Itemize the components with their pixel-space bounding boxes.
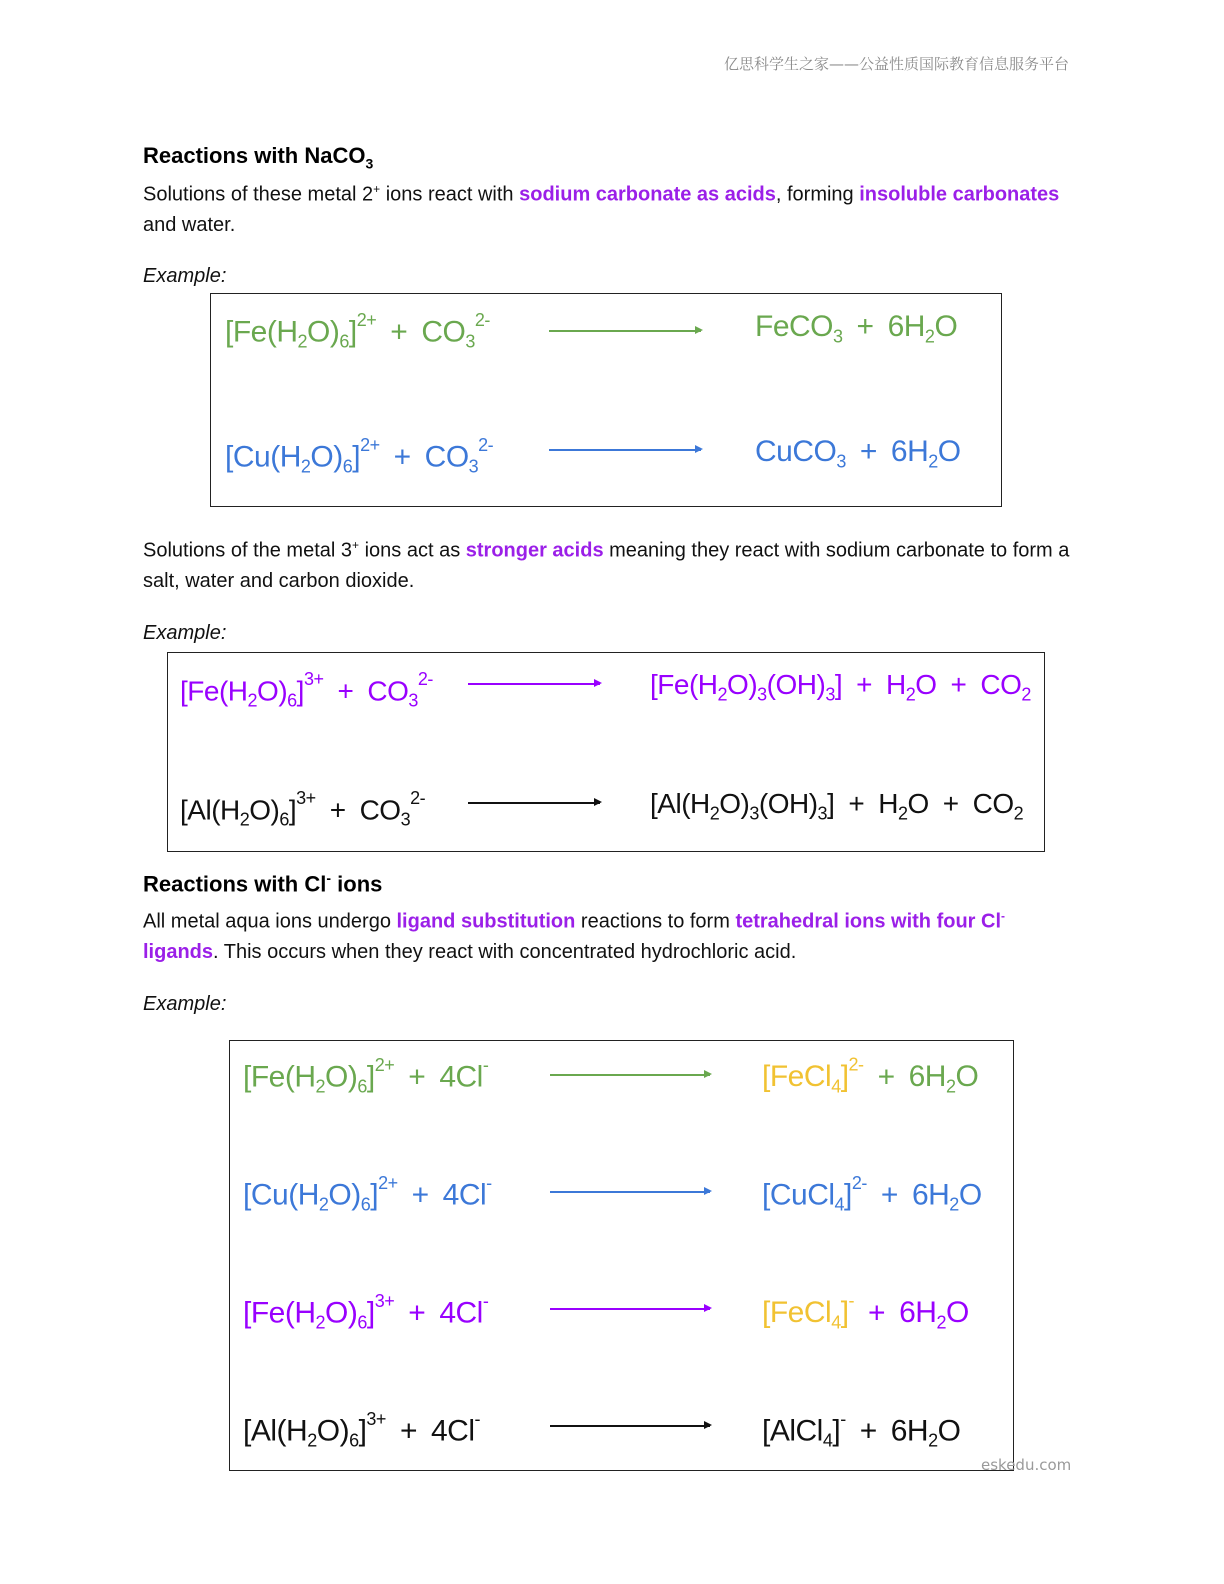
paren: ) xyxy=(351,1178,361,1212)
para-sup: + xyxy=(352,538,360,552)
para-text: All metal aqua ions undergo xyxy=(143,910,397,933)
element: O xyxy=(310,440,334,474)
highlight-text: stronger acids xyxy=(465,539,604,562)
plus-sign: + xyxy=(880,1178,898,1212)
title-subscript: 3 xyxy=(365,155,374,172)
bracket: ] xyxy=(296,675,304,707)
para-text: ions react with xyxy=(380,183,520,206)
subscript: 2 xyxy=(936,1312,946,1333)
highlight-text: tetrahedral ions with four Cl xyxy=(735,910,1002,933)
bracket: [ xyxy=(650,669,658,700)
plus-sign: + xyxy=(848,788,865,819)
subscript: 2 xyxy=(318,1194,329,1215)
plus-sign: + xyxy=(868,1296,886,1330)
element: O xyxy=(249,794,271,826)
subscript: 2 xyxy=(315,1312,326,1333)
paren: ( xyxy=(284,1060,295,1094)
compound: 6H xyxy=(908,1060,946,1094)
subscript: 2 xyxy=(717,684,728,705)
para-text: and water. xyxy=(143,213,236,236)
highlight-text: sodium carbonate as acids xyxy=(519,183,776,206)
equation-reactants xyxy=(243,1291,488,1334)
bracket: [ xyxy=(225,440,233,474)
bracket: ] xyxy=(366,1296,375,1330)
plus-sign: + xyxy=(337,675,354,707)
charge: - xyxy=(482,1291,489,1311)
paren: ( xyxy=(681,788,691,819)
product-water xyxy=(908,1060,979,1097)
element: H xyxy=(279,440,301,474)
equation-products xyxy=(762,1409,960,1452)
bracket: [ xyxy=(762,1414,770,1448)
subscript: 3 xyxy=(836,451,846,472)
subscript: 6 xyxy=(279,809,289,830)
subscript: 2 xyxy=(315,1076,326,1097)
element: O xyxy=(727,669,749,700)
plus-sign: + xyxy=(859,435,877,468)
subscript: 2 xyxy=(928,451,938,472)
charge: - xyxy=(848,1291,855,1311)
bracket: ] xyxy=(832,1414,841,1448)
charge: 2- xyxy=(417,669,433,689)
section-title-cl-ions xyxy=(143,870,382,897)
subscript: 6 xyxy=(360,1194,371,1215)
paren: ( xyxy=(218,675,228,707)
bracket: [ xyxy=(243,1296,251,1330)
element: Fe xyxy=(232,315,267,349)
paren: ( xyxy=(284,1296,295,1330)
plus-sign: + xyxy=(408,1296,426,1330)
compound: 4Cl xyxy=(439,1060,483,1094)
element: H xyxy=(885,669,906,700)
subscript: 3 xyxy=(400,809,411,830)
element: O xyxy=(307,315,330,349)
reaction-box-carbonate-3plus xyxy=(167,652,1045,852)
element: CO xyxy=(980,669,1022,700)
paren: ( xyxy=(758,788,768,819)
equation-products xyxy=(755,435,961,472)
title-superscript: - xyxy=(326,870,332,886)
element: O xyxy=(937,1414,961,1448)
paren: ) xyxy=(339,1414,350,1448)
para-sup: + xyxy=(373,182,381,196)
subscript: 2 xyxy=(307,1430,317,1451)
charge: 3+ xyxy=(303,669,324,689)
compound: 4Cl xyxy=(442,1178,487,1212)
plus-sign: + xyxy=(859,1414,877,1448)
bracket: [ xyxy=(762,1296,770,1330)
reaction-box-chloride xyxy=(229,1040,1014,1471)
element: Fe xyxy=(250,1060,285,1094)
bracket: ] xyxy=(348,315,357,349)
element: O xyxy=(907,788,929,819)
charge: 2- xyxy=(848,1055,864,1075)
bracket: [ xyxy=(243,1060,251,1094)
equation-products xyxy=(650,788,1023,824)
element: H xyxy=(286,1414,308,1448)
element: O xyxy=(328,1178,352,1212)
paren: ) xyxy=(270,794,280,826)
bracket: ] xyxy=(358,1414,367,1448)
example-label: Example: xyxy=(143,265,227,287)
subscript: 3 xyxy=(817,803,828,824)
subscript: 6 xyxy=(287,690,297,711)
charge: 2+ xyxy=(374,1055,395,1075)
subscript: 4 xyxy=(831,1312,841,1333)
element: O xyxy=(719,788,741,819)
subscript: 2 xyxy=(247,690,258,711)
compound: FeCl xyxy=(769,1060,832,1094)
highlight-text: ligands xyxy=(143,940,214,963)
element: O xyxy=(934,310,958,343)
charge: 2- xyxy=(478,435,494,455)
element: O xyxy=(945,1296,969,1330)
element: Cu xyxy=(232,440,271,474)
subscript: 2 xyxy=(297,331,308,352)
equation-products xyxy=(755,310,957,347)
element: H xyxy=(220,794,240,826)
equation-products xyxy=(762,1173,982,1216)
bracket: [ xyxy=(650,788,658,819)
bracket: ] xyxy=(840,1060,849,1094)
subscript: 3 xyxy=(833,326,843,347)
plus-sign: + xyxy=(942,788,959,819)
compound: 6H xyxy=(899,1296,937,1330)
paren: ) xyxy=(740,788,750,819)
bracket: [ xyxy=(762,1060,770,1094)
reaction-arrow xyxy=(468,802,600,804)
equation-reactants xyxy=(243,1055,488,1098)
section-title-naco3 xyxy=(143,143,373,171)
paren: ( xyxy=(211,794,221,826)
charge: 2+ xyxy=(360,435,380,455)
charge: - xyxy=(482,1055,489,1075)
reaction-box-carbonate-2plus xyxy=(210,293,1002,507)
subscript: 2 xyxy=(300,456,311,477)
equation-reactants xyxy=(243,1409,480,1452)
title-text: Reactions with Cl xyxy=(143,871,327,897)
subscript: 3 xyxy=(757,684,767,705)
compound: FeCO xyxy=(755,310,834,343)
subscript: 6 xyxy=(357,1312,367,1333)
paren: ) xyxy=(347,1296,358,1330)
subscript: 2 xyxy=(949,1194,959,1215)
bracket: ] xyxy=(288,794,297,826)
bracket: [ xyxy=(180,675,188,707)
plus-sign: + xyxy=(950,669,967,700)
plus-sign: + xyxy=(877,1060,895,1094)
element: CO xyxy=(367,675,409,707)
subscript: 4 xyxy=(831,1076,841,1097)
plus-sign: + xyxy=(856,669,872,700)
subscript: 4 xyxy=(822,1430,833,1451)
element: H xyxy=(227,675,248,707)
paren: ) xyxy=(748,669,758,700)
equation-products xyxy=(762,1055,978,1098)
paren: ) xyxy=(333,440,343,474)
subscript: 3 xyxy=(825,684,835,705)
compound: 4Cl xyxy=(439,1296,483,1330)
product-water xyxy=(899,1296,969,1333)
plus-sign: + xyxy=(856,310,874,343)
element: H xyxy=(690,788,710,819)
element: O xyxy=(316,1414,340,1448)
equation-reactants xyxy=(225,435,493,478)
element: O xyxy=(915,669,937,700)
bracket: ] xyxy=(840,1296,849,1330)
element: H xyxy=(297,1178,319,1212)
compound: 6H xyxy=(911,1178,950,1212)
bracket: ] xyxy=(366,1060,375,1094)
footer-watermark: eskedu.com xyxy=(981,1456,1072,1474)
subscript: 2 xyxy=(239,809,250,830)
reaction-arrow xyxy=(550,1425,710,1427)
equation-reactants xyxy=(180,669,433,712)
equation-products xyxy=(762,1291,969,1334)
plus-sign: + xyxy=(411,1178,429,1212)
para-text: ions act as xyxy=(359,539,466,562)
paren: ( xyxy=(266,315,277,349)
charge: 2+ xyxy=(356,310,377,330)
element: CO xyxy=(421,315,466,349)
para-text: . This occurs when they react with concentrated hydrochloric acid. xyxy=(213,940,797,963)
paragraph-ligand-substitution xyxy=(143,901,1083,967)
equation-products xyxy=(650,669,1031,705)
element: Al xyxy=(657,788,682,819)
element: Fe xyxy=(657,669,689,700)
subscript: 2 xyxy=(905,684,916,705)
para-text: , forming xyxy=(775,183,860,206)
charge: - xyxy=(474,1409,480,1429)
highlight-sup: - xyxy=(1001,909,1006,923)
bracket: ] xyxy=(844,1178,852,1212)
equation-reactants xyxy=(225,310,490,353)
charge: 3+ xyxy=(374,1291,395,1311)
subscript: 3 xyxy=(749,803,759,824)
para-text: meaning they react with sodium carbonate to form a salt, water and carbon dioxide. xyxy=(143,539,1070,592)
subscript: 3 xyxy=(408,690,418,711)
highlight-text: insoluble carbonates xyxy=(859,183,1060,206)
paren: ) xyxy=(278,675,288,707)
subscript: 2 xyxy=(928,1430,938,1451)
example-label: Example: xyxy=(143,622,227,644)
charge: 2+ xyxy=(378,1173,398,1193)
compound: 4Cl xyxy=(430,1414,475,1448)
element: CO xyxy=(424,440,469,474)
plus-sign: + xyxy=(393,440,411,474)
equation-reactants xyxy=(243,1173,492,1216)
plus-sign: + xyxy=(408,1060,426,1094)
para-text: Solutions of the metal 3 xyxy=(143,539,353,562)
compound: 6H xyxy=(887,310,925,343)
charge: 2- xyxy=(410,788,426,808)
subscript: 6 xyxy=(349,1430,359,1451)
subscript: 2 xyxy=(1013,803,1024,824)
plus-sign: + xyxy=(390,315,408,349)
reaction-arrow xyxy=(549,449,701,451)
subscript: 3 xyxy=(465,331,475,352)
reaction-arrow xyxy=(550,1074,710,1076)
element: Al xyxy=(187,794,212,826)
paren: ) xyxy=(816,669,826,700)
element: O xyxy=(958,1178,982,1212)
charge: - xyxy=(486,1173,492,1193)
paren: ) xyxy=(347,1060,358,1094)
paren: ( xyxy=(766,669,776,700)
bracket: [ xyxy=(180,794,188,826)
reaction-arrow xyxy=(468,683,600,685)
charge: 3+ xyxy=(296,788,316,808)
paren: ) xyxy=(329,315,340,349)
element: H xyxy=(697,669,718,700)
element: Al xyxy=(250,1414,277,1448)
charge: 2- xyxy=(851,1173,867,1193)
element: Cu xyxy=(250,1178,289,1212)
plus-sign: + xyxy=(329,794,346,826)
paren: ( xyxy=(288,1178,298,1212)
bracket: [ xyxy=(243,1178,251,1212)
paragraph-metal2-ions xyxy=(143,174,1083,240)
bracket: ] xyxy=(352,440,361,474)
product-complex xyxy=(762,1055,864,1097)
paren: ( xyxy=(270,440,280,474)
reaction-arrow xyxy=(550,1191,710,1193)
element: Fe xyxy=(250,1296,285,1330)
element: H xyxy=(878,788,898,819)
element: CO xyxy=(359,794,401,826)
charge: - xyxy=(840,1409,846,1429)
charge: 2- xyxy=(474,310,490,330)
element: CO xyxy=(972,788,1014,819)
reaction-arrow xyxy=(549,330,701,332)
title-text: Reactions with NaCO xyxy=(143,143,366,168)
subscript: 4 xyxy=(834,1194,845,1215)
bracket: ] xyxy=(370,1178,379,1212)
bracket: [ xyxy=(243,1414,251,1448)
compound: AlCl xyxy=(769,1414,823,1448)
bracket: [ xyxy=(225,315,233,349)
subscript: 6 xyxy=(339,331,349,352)
bracket: ] xyxy=(834,669,843,700)
subscript: 3 xyxy=(468,456,479,477)
compound: CuCl xyxy=(769,1178,835,1212)
compound: CuCO xyxy=(755,435,837,468)
subscript: 6 xyxy=(342,456,353,477)
element: O xyxy=(325,1296,348,1330)
para-text: reactions to form xyxy=(575,910,736,933)
para-text: Solutions of these metal 2 xyxy=(143,183,374,206)
compound: FeCl xyxy=(769,1296,832,1330)
paren: ( xyxy=(688,669,698,700)
subscript: 6 xyxy=(357,1076,367,1097)
group: OH xyxy=(767,788,809,819)
bracket: [ xyxy=(762,1178,770,1212)
product-complex xyxy=(762,1291,855,1333)
title-text: ions xyxy=(331,871,383,897)
highlight-text: ligand substitution xyxy=(396,910,576,933)
element: O xyxy=(257,675,279,707)
element: H xyxy=(294,1296,316,1330)
compound: 6H xyxy=(890,435,929,468)
element: H xyxy=(294,1060,316,1094)
header-site-text: 亿思科学生之家——公益性质国际教育信息服务平台 xyxy=(723,55,1069,73)
equation-reactants xyxy=(180,788,425,831)
subscript: 2 xyxy=(709,803,720,824)
paren: ) xyxy=(808,788,818,819)
plus-sign: + xyxy=(399,1414,417,1448)
group: OH xyxy=(775,669,817,700)
subscript: 2 xyxy=(945,1076,956,1097)
subscript: 2 xyxy=(897,803,908,824)
subscript: 2 xyxy=(924,326,935,347)
compound: 6H xyxy=(890,1414,929,1448)
bracket: ] xyxy=(827,788,835,819)
charge: 3+ xyxy=(366,1409,386,1429)
element: O xyxy=(325,1060,348,1094)
paragraph-metal3-ions xyxy=(143,530,1083,596)
subscript: 2 xyxy=(1021,684,1031,705)
element: Fe xyxy=(187,675,219,707)
element: O xyxy=(937,435,961,468)
paren: ( xyxy=(276,1414,287,1448)
reaction-arrow xyxy=(550,1308,710,1310)
element: O xyxy=(955,1060,979,1094)
element: H xyxy=(276,315,298,349)
example-label: Example: xyxy=(143,993,227,1015)
